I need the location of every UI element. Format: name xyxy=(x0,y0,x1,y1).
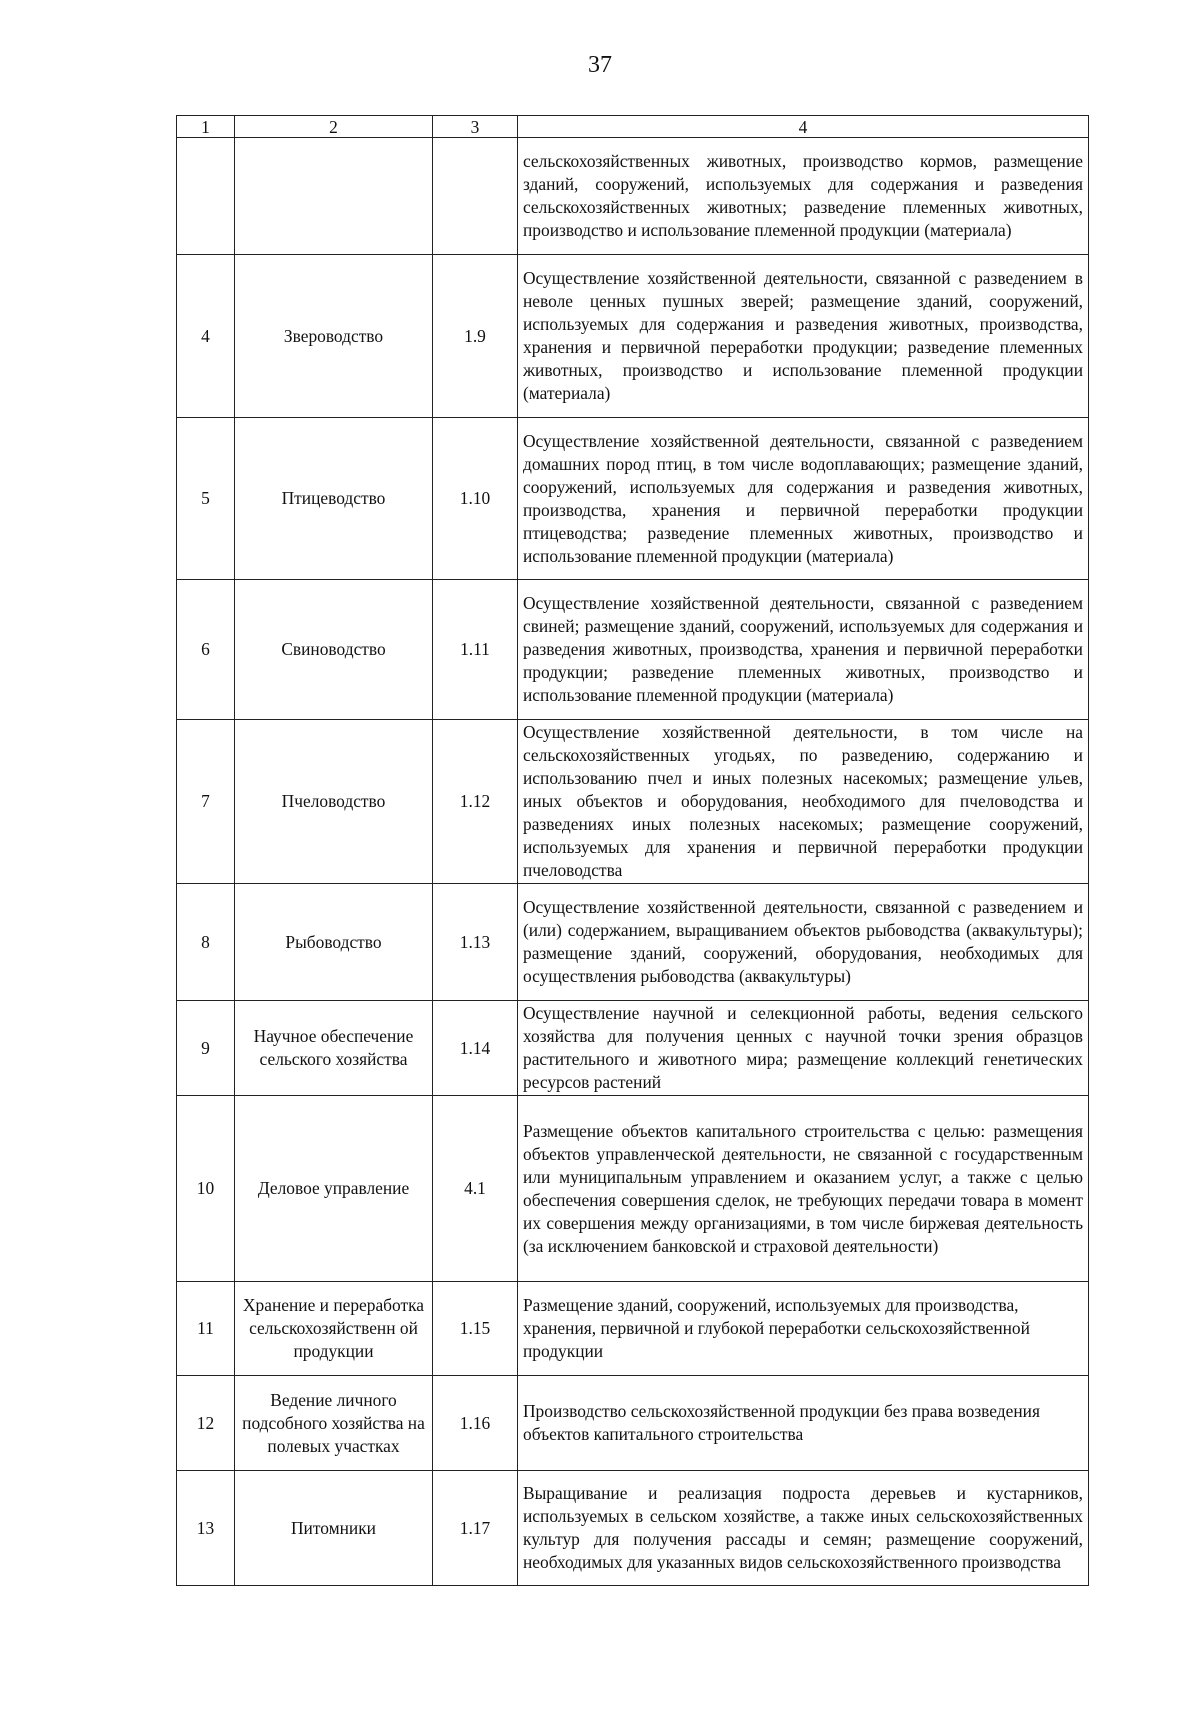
row-number: 7 xyxy=(177,720,235,884)
land-use-code: 1.17 xyxy=(433,1471,518,1586)
row-number: 9 xyxy=(177,1001,235,1096)
page-number: 37 xyxy=(588,52,612,78)
row-number: 4 xyxy=(177,255,235,418)
land-use-code: 1.11 xyxy=(433,580,518,720)
land-use-description: Производство сельскохозяйственной продукции без права возведения объектов капитального строительства xyxy=(518,1376,1089,1471)
land-use-code: 4.1 xyxy=(433,1096,518,1282)
empty-cell xyxy=(433,138,518,255)
table-row xyxy=(177,884,1089,1001)
land-use-code: 1.9 xyxy=(433,255,518,418)
table-header-row xyxy=(177,116,1089,138)
land-use-description: Осуществление хозяйственной деятельности, связанной с разведением в неволе ценных пушных зверей; размещение зданий, сооружений, используемых для содержания и разведения животных, производства, хранения и первичной переработки продукции; разведение племенных животных, производство и использование племенной продукции (материала) xyxy=(518,255,1089,418)
table-row xyxy=(177,255,1089,418)
empty-cell xyxy=(177,138,235,255)
continuation-row xyxy=(177,138,1089,255)
land-use-description: Осуществление хозяйственной деятельности, связанной с разведением свиней; размещение зданий, сооружений, используемых для содержания и разведения животных, производства, хранения и первичной переработки продукции; разведение племенных животных, производство и использование племенной продукции (материала) xyxy=(518,580,1089,720)
land-use-description: Осуществление научной и селекционной работы, ведения сельского хозяйства для получения ценных с научной точки зрения образцов растительного и животного мира; размещение коллекций генетических ресурсов растений xyxy=(518,1001,1089,1096)
land-use-code: 1.12 xyxy=(433,720,518,884)
land-use-description: Размещение зданий, сооружений, используемых для производства, хранения, первичной и глубокой переработки сельскохозяйственной продукции xyxy=(518,1282,1089,1376)
land-use-name: Звероводство xyxy=(235,255,433,418)
land-use-description: Размещение объектов капитального строительства с целью: размещения объектов управленческой деятельности, не связанной с государственным или муниципальным управлением и оказанием услуг, а также с целью обеспечения совершения сделок, не требующих передачи товара в момент их совершения между организациями, в том числе биржевая деятельность (за исключением банковской и страховой деятельности) xyxy=(518,1096,1089,1282)
land-use-name: Научное обеспечение сельского хозяйства xyxy=(235,1001,433,1096)
land-use-description: Выращивание и реализация подроста деревьев и кустарников, используемых в сельском хозяйстве, а также иных сельскохозяйственных культур для получения рассады и семян; размещение сооружений, необходимых для указанных видов сельскохозяйственного производства xyxy=(518,1471,1089,1586)
land-use-description: Осуществление хозяйственной деятельности, связанной с разведением и (или) содержанием, выращиванием объектов рыбоводства (аквакультуры); размещение зданий, сооружений, оборудования, необходимых для осуществления рыбоводства (аквакультуры) xyxy=(518,884,1089,1001)
column-header: 4 xyxy=(518,116,1089,138)
land-use-name: Свиноводство xyxy=(235,580,433,720)
table-row xyxy=(177,1282,1089,1376)
land-use-name: Хранение и переработка сельскохозяйственн ой продукции xyxy=(235,1282,433,1376)
column-header: 2 xyxy=(235,116,433,138)
land-use-name: Деловое управление xyxy=(235,1096,433,1282)
land-use-code: 1.15 xyxy=(433,1282,518,1376)
row-number: 12 xyxy=(177,1376,235,1471)
land-use-code: 1.14 xyxy=(433,1001,518,1096)
table-row xyxy=(177,580,1089,720)
row-number: 10 xyxy=(177,1096,235,1282)
row-number: 8 xyxy=(177,884,235,1001)
table-row xyxy=(177,1096,1089,1282)
table-row xyxy=(177,720,1089,884)
land-use-name: Рыбоводство xyxy=(235,884,433,1001)
land-use-code: 1.10 xyxy=(433,418,518,580)
land-use-code: 1.16 xyxy=(433,1376,518,1471)
land-use-name: Пчеловодство xyxy=(235,720,433,884)
land-use-name: Ведение личного подсобного хозяйства на полевых участках xyxy=(235,1376,433,1471)
column-header: 1 xyxy=(177,116,235,138)
land-use-description: Осуществление хозяйственной деятельности, в том числе на сельскохозяйственных угодьях, по разведению, содержанию и использованию пчел и иных полезных насекомых; размещение ульев, иных объектов и оборудования, необходимого для пчеловодства и разведениях иных полезных насекомых; размещение сооружений, используемых для хранения и первичной переработки продукции пчеловодства xyxy=(518,720,1089,884)
empty-cell xyxy=(235,138,433,255)
land-use-code: 1.13 xyxy=(433,884,518,1001)
table-row xyxy=(177,1471,1089,1586)
land-use-name: Питомники xyxy=(235,1471,433,1586)
land-use-name: Птицеводство xyxy=(235,418,433,580)
land-use-table xyxy=(176,115,1089,1586)
row-number: 11 xyxy=(177,1282,235,1376)
column-header: 3 xyxy=(433,116,518,138)
table-row xyxy=(177,1376,1089,1471)
table-row xyxy=(177,1001,1089,1096)
row-number: 6 xyxy=(177,580,235,720)
land-use-description: Осуществление хозяйственной деятельности, связанной с разведением домашних пород птиц, в том числе водоплавающих; размещение зданий, сооружений, используемых для содержания и разведения животных, производства, хранения и первичной переработки продукции птицеводства; разведение племенных животных, производство и использование племенной продукции (материала) xyxy=(518,418,1089,580)
row-number: 13 xyxy=(177,1471,235,1586)
table-row xyxy=(177,418,1089,580)
continuation-description: сельскохозяйственных животных, производство кормов, размещение зданий, сооружений, используемых для содержания и разведения сельскохозяйственных животных; разведение племенных животных, производство и использование племенной продукции (материала) xyxy=(518,138,1089,255)
row-number: 5 xyxy=(177,418,235,580)
